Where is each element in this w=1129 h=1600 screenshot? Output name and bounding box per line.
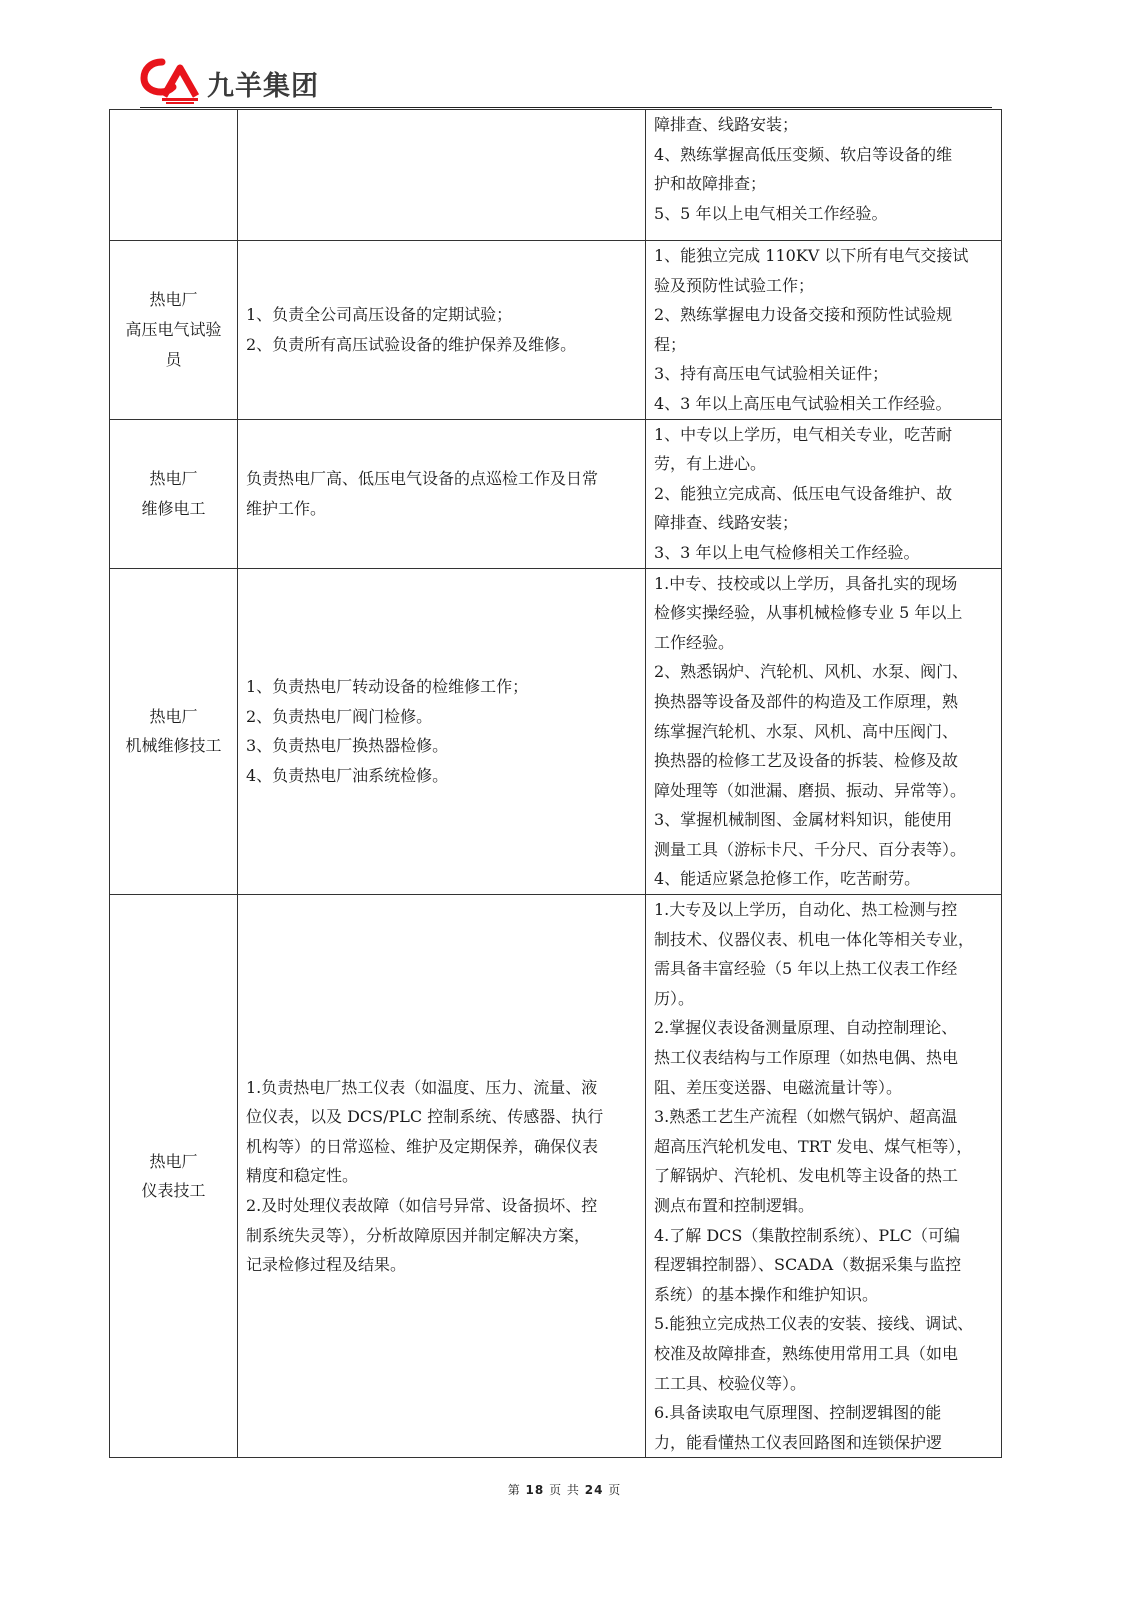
requirement-text-line: 1.中专、技校或以上学历，具备扎实的现场 [654, 573, 958, 593]
page-header [140, 56, 990, 106]
requirement-text-line: 程； [654, 334, 687, 354]
position-title-line: 热电厂 [149, 1151, 198, 1171]
page-footer [0, 1481, 1129, 1498]
position-title-cell [110, 895, 238, 1458]
position-title-line: 热电厂 [149, 290, 198, 310]
position-title-line: 热电厂 [149, 468, 198, 488]
requirement-text-line: 制技术、仪器仪表、机电一体化等相关专业， [654, 929, 975, 949]
requirement-text-line: 测点布置和控制逻辑。 [654, 1196, 815, 1215]
requirement-text-line: 超高压汽轮机发电、TRT 发电、煤气柜等）， [654, 1136, 973, 1156]
duty-text-line: 2、负责热电厂阀门检修。 [246, 706, 433, 726]
position-title-line: 仪表技工 [141, 1181, 206, 1201]
duty-text-cell [238, 895, 646, 1458]
position-title-cell [110, 568, 238, 895]
requirement-text-line: 1、能独立完成 110KV 以下所有电气交接试 [654, 246, 969, 265]
requirement-text-line: 程逻辑控制器）、SCADA（数据采集与监控 [654, 1255, 962, 1275]
requirement-text-line: 换热器等设备及部件的构造及工作原理，熟 [654, 691, 959, 711]
requirement-text-line: 换热器的检修工艺及设备的拆装、检修及故 [654, 751, 959, 771]
jiuyang-logo-icon [140, 56, 204, 106]
requirement-text-line: 2、熟练掌握电力设备交接和预防性试验规 [654, 305, 953, 325]
duty-text-line: 负责热电厂高、低压电气设备的点巡检工作及日常 [246, 468, 599, 488]
requirement-text-line: 2.掌握仪表设备测量原理、自动控制理论、 [654, 1018, 958, 1038]
requirement-text-line: 障处理等（如泄漏、磨损、振动、异常等）。 [654, 780, 967, 800]
page-current: 18 [525, 1483, 545, 1497]
position-title-line: 员 [165, 349, 182, 369]
duty-text-line: 记录检修过程及结果。 [246, 1255, 407, 1275]
position-title-cell [110, 419, 238, 568]
duty-text-line: 机构等）的日常巡检、维护及定期保养，确保仪表 [246, 1136, 599, 1156]
duty-text-cell [238, 241, 646, 420]
requirement-text-line: 热工仪表结构与工作原理（如热电偶、热电 [654, 1048, 959, 1068]
requirement-text-line: 4、熟练掌握高低压变频、软启等设备的维 [654, 144, 953, 164]
requirement-text-line: 工工具、校验仪等）。 [654, 1373, 807, 1393]
position-title-line: 高压电气试验 [125, 319, 222, 339]
requirement-text-line: 障排查、线路安装； [654, 513, 799, 533]
duty-text-line: 精度和稳定性。 [246, 1166, 359, 1186]
page-prefix: 第 [507, 1483, 521, 1497]
requirement-text-line: 4.了解 DCS（集散控制系统）、PLC（可编 [654, 1225, 961, 1245]
requirement-text-line: 3、掌握机械制图、金属材料知识，能使用 [654, 810, 953, 830]
duty-text-cell [238, 110, 646, 241]
page-mid: 页 共 [549, 1483, 580, 1497]
page-suffix: 页 [608, 1483, 622, 1497]
requirement-text-line: 了解锅炉、汽轮机、发电机等主设备的热工 [654, 1166, 959, 1186]
position-title-line: 机械维修技工 [125, 736, 222, 756]
duty-text-cell [238, 419, 646, 568]
requirement-text-line: 障排查、线路安装； [654, 115, 799, 134]
requirement-text-cell [646, 895, 1002, 1458]
position-title-line: 热电厂 [149, 706, 198, 726]
requirement-text-line: 验及预防性试验工作； [654, 275, 815, 295]
duty-text-line: 1、负责热电厂转动设备的检维修工作； [246, 677, 529, 697]
requirement-text-line: 工作经验。 [654, 632, 735, 652]
duty-text-line: 2、负责所有高压试验设备的维护保养及维修。 [246, 334, 577, 354]
duty-text-line: 制系统失灵等），分析故障原因并制定解决方案， [246, 1225, 591, 1245]
requirement-text-line: 力，能看懂热工仪表回路图和连锁保护逻 [654, 1432, 943, 1452]
duty-text-line: 维护工作。 [246, 498, 327, 518]
requirement-text-cell [646, 110, 1002, 241]
duty-text-line: 2.及时处理仪表故障（如信号异常、设备损坏、控 [246, 1196, 598, 1215]
requirement-text-line: 4、能适应紧急抢修工作，吃苦耐劳。 [654, 869, 921, 889]
requirement-text-line: 需具备丰富经验（5 年以上热工仪表工作经 [654, 959, 958, 979]
requirement-text-cell [646, 568, 1002, 895]
requirement-text-line: 护和故障排查； [654, 174, 767, 194]
duty-text-line: 4、负责热电厂油系统检修。 [246, 765, 449, 785]
position-title-cell [110, 110, 238, 241]
requirement-text-line: 3、持有高压电气试验相关证件； [654, 364, 889, 384]
requirement-text-line: 5.能独立完成热工仪表的安装、接线、调试、 [654, 1314, 974, 1334]
table-row [110, 895, 1002, 1458]
requirement-text-line: 系统）的基本操作和维护知识。 [654, 1284, 879, 1304]
table-row [110, 241, 1002, 420]
table-row [110, 568, 1002, 895]
requirement-text-line: 练掌握汽轮机、水泵、风机、高中压阀门、 [654, 721, 959, 741]
requirement-text-line: 历）。 [654, 988, 695, 1008]
requirement-text-line: 校准及故障排查，熟练使用常用工具（如电 [654, 1343, 959, 1363]
duty-text-line: 位仪表，以及 DCS/PLC 控制系统、传感器、执行 [246, 1107, 604, 1127]
requirement-text-line: 劳，有上进心。 [654, 454, 767, 474]
requirement-text-line: 测量工具（游标卡尺、千分尺、百分表等）。 [654, 839, 967, 859]
header-divider [140, 107, 992, 108]
position-title-cell [110, 241, 238, 420]
duty-text-line: 1.负责热电厂热工仪表（如温度、压力、流量、液 [246, 1077, 598, 1097]
requirement-text-line: 1、中专以上学历，电气相关专业，吃苦耐 [654, 424, 953, 444]
requirement-text-line: 阻、差压变送器、电磁流量计等）。 [654, 1077, 903, 1097]
requirement-text-cell [646, 419, 1002, 568]
requirement-text-cell [646, 241, 1002, 420]
requirement-text-line: 4、3 年以上高压电气试验相关工作经验。 [654, 393, 952, 413]
table-row [110, 110, 1002, 241]
requirement-text-line: 6.具备读取电气原理图、控制逻辑图的能 [654, 1403, 942, 1423]
page-total: 24 [584, 1483, 604, 1497]
job-requirements-table [109, 109, 1002, 1458]
requirement-text-line: 5、5 年以上电气相关工作经验。 [654, 203, 888, 223]
duty-text-cell [238, 568, 646, 895]
requirement-text-line: 3、3 年以上电气检修相关工作经验。 [654, 542, 920, 562]
duty-text-line: 1、负责全公司高压设备的定期试验； [246, 305, 513, 325]
requirement-text-line: 2、能独立完成高、低压电气设备维护、故 [654, 483, 953, 503]
requirement-text-line: 检修实操经验，从事机械检修专业 5 年以上 [654, 603, 963, 623]
requirement-text-line: 1.大专及以上学历，自动化、热工检测与控 [654, 900, 958, 920]
duty-text-line: 3、负责热电厂换热器检修。 [246, 736, 449, 756]
brand-name: 九羊集团 [207, 71, 319, 102]
requirement-text-line: 2、熟悉锅炉、汽轮机、风机、水泵、阀门、 [654, 662, 969, 682]
position-title-line: 维修电工 [141, 498, 206, 518]
table-row [110, 419, 1002, 568]
requirement-text-line: 3.熟悉工艺生产流程（如燃气锅炉、超高温 [654, 1107, 958, 1127]
